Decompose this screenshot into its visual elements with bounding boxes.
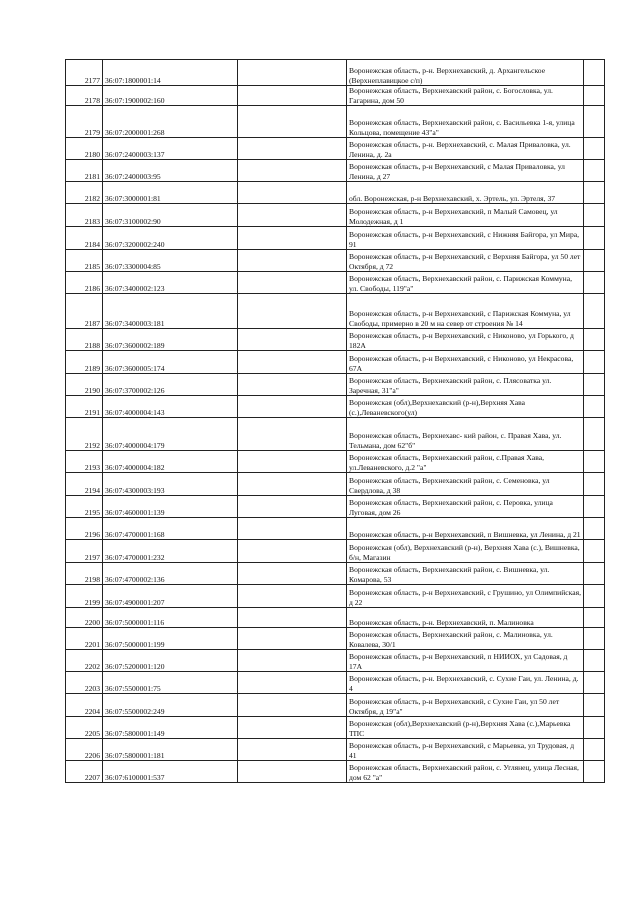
cadastral-number: 36:07:6100001:537	[103, 761, 238, 783]
table-row	[66, 585, 605, 608]
row-number: 2189	[66, 351, 103, 374]
table-row	[66, 418, 605, 451]
address-cell: Воронежская область, р-н Верхнехавский, с Марьевка, ул Трудовая, д 41	[347, 739, 584, 761]
empty-cell	[584, 694, 605, 717]
empty-cell	[238, 329, 347, 351]
empty-cell	[238, 650, 347, 672]
row-number: 2184	[66, 227, 103, 250]
row-number: 2204	[66, 694, 103, 717]
table-row	[66, 60, 605, 86]
table-row	[66, 761, 605, 783]
empty-cell	[238, 418, 347, 451]
empty-cell	[584, 608, 605, 628]
empty-cell	[584, 227, 605, 250]
table-row	[66, 694, 605, 717]
empty-cell	[238, 204, 347, 227]
cadastral-number: 36:07:5000001:199	[103, 628, 238, 650]
table-row	[66, 717, 605, 739]
cadastral-number: 36:07:4300003:193	[103, 473, 238, 496]
cadastral-number: 36:07:3400002:123	[103, 272, 238, 294]
table-row	[66, 628, 605, 650]
empty-cell	[584, 204, 605, 227]
empty-cell	[238, 294, 347, 329]
row-number: 2177	[66, 60, 103, 86]
row-number: 2194	[66, 473, 103, 496]
row-number: 2190	[66, 374, 103, 396]
address-cell: Воронежская область, р-н Верхнехавский, с Малая Приваловка, ул Ленина, д 27	[347, 160, 584, 182]
table-row	[66, 563, 605, 585]
table-row	[66, 182, 605, 204]
table-row	[66, 473, 605, 496]
empty-cell	[584, 672, 605, 694]
address-cell: Воронежская область, Верхнехавский район, с. Плясоватка ул. Заречная, 31"а"	[347, 374, 584, 396]
address-cell: Воронежская область, р-н Верхнехавский, с Никоново, ул Горького, д 182А	[347, 329, 584, 351]
row-number: 2186	[66, 272, 103, 294]
address-cell: Воронежская область, р-н. Верхнехавский, с. Малая Приваловка, ул. Ленина, д. 2а	[347, 138, 584, 160]
row-number: 2197	[66, 540, 103, 563]
row-number: 2196	[66, 518, 103, 540]
empty-cell	[584, 473, 605, 496]
empty-cell	[584, 60, 605, 86]
cadastral-number: 36:07:1800001:14	[103, 60, 238, 86]
row-number: 2206	[66, 739, 103, 761]
row-number: 2203	[66, 672, 103, 694]
empty-cell	[238, 761, 347, 783]
empty-cell	[238, 540, 347, 563]
empty-cell	[584, 540, 605, 563]
cadastral-number: 36:07:2400003:137	[103, 138, 238, 160]
empty-cell	[238, 628, 347, 650]
row-number: 2180	[66, 138, 103, 160]
address-cell: Воронежская (обл),Верхнехавский (р-н),Верхняя Хава (с.),Марьевка ТПС	[347, 717, 584, 739]
empty-cell	[584, 717, 605, 739]
address-cell: Воронежская область, р-н Верхнехавский, с Парижская Коммуна, ул Свободы, примерно в 20 м на север от строения № 14	[347, 294, 584, 329]
empty-cell	[238, 160, 347, 182]
table-row	[66, 608, 605, 628]
registry-table-body	[66, 60, 605, 783]
row-number: 2193	[66, 451, 103, 473]
address-cell: обл. Воронежская, р-н Верхнехавский, х. Эртель, ул. Эртеля, 37	[347, 182, 584, 204]
empty-cell	[238, 272, 347, 294]
empty-cell	[238, 694, 347, 717]
empty-cell	[584, 160, 605, 182]
address-cell: Воронежская область, Верхнехавский район, с. Парижская Коммуна, ул. Свободы, 119"а"	[347, 272, 584, 294]
empty-cell	[238, 374, 347, 396]
row-number: 2181	[66, 160, 103, 182]
empty-cell	[238, 138, 347, 160]
address-cell: Воронежская (обл), Верхнехавский (р-н), Верхняя Хава (с.), Вишневка, б/н, Магазин	[347, 540, 584, 563]
empty-cell	[584, 518, 605, 540]
address-cell: Воронежская область, р-н. Верхнехавский, с. Сухие Гаи, ул. Ленина, д. 4	[347, 672, 584, 694]
empty-cell	[584, 418, 605, 451]
empty-cell	[238, 739, 347, 761]
empty-cell	[584, 182, 605, 204]
table-row	[66, 272, 605, 294]
row-number: 2201	[66, 628, 103, 650]
table-row	[66, 650, 605, 672]
address-cell: Воронежская область, р-н Верхнехавский, с Верхняя Байгора, ул 50 лет Октября, д 72	[347, 250, 584, 272]
empty-cell	[238, 585, 347, 608]
empty-cell	[238, 396, 347, 418]
row-number: 2183	[66, 204, 103, 227]
cadastral-number: 36:07:2400003:95	[103, 160, 238, 182]
cadastral-number: 36:07:4600001:139	[103, 496, 238, 518]
address-cell: Воронежская область, р-н Верхнехавский, с Грушино, ул Олимпийская, д 22	[347, 585, 584, 608]
empty-cell	[238, 182, 347, 204]
empty-cell	[584, 374, 605, 396]
table-row	[66, 518, 605, 540]
row-number: 2200	[66, 608, 103, 628]
cadastral-number: 36:07:4000004:143	[103, 396, 238, 418]
row-number: 2195	[66, 496, 103, 518]
empty-cell	[584, 563, 605, 585]
table-row	[66, 396, 605, 418]
cadastral-number: 36:07:3300004:85	[103, 250, 238, 272]
address-cell: Воронежская область, Верхнехавский район, с. Перовка, улица Луговая, дом 26	[347, 496, 584, 518]
cadastral-number: 36:07:4000004:182	[103, 451, 238, 473]
empty-cell	[584, 650, 605, 672]
row-number: 2192	[66, 418, 103, 451]
empty-cell	[584, 250, 605, 272]
cadastral-number: 36:07:1900002:160	[103, 86, 238, 106]
row-number: 2191	[66, 396, 103, 418]
empty-cell	[584, 272, 605, 294]
address-cell: Воронежская область, Верхнехавский район, с. Семеновка, ул Свердлова, д 38	[347, 473, 584, 496]
cadastral-number: 36:07:3600002:189	[103, 329, 238, 351]
cadastral-number: 36:07:3600005:174	[103, 351, 238, 374]
address-cell: Воронежская область, Верхнехавский район, с. Углянец, улица Лесная, дом 62 "а"	[347, 761, 584, 783]
empty-cell	[238, 608, 347, 628]
empty-cell	[238, 250, 347, 272]
empty-cell	[238, 563, 347, 585]
address-cell: Воронежская область, Верхнехавский район, с. Богословка, ул. Гагарина, дом 50	[347, 86, 584, 106]
address-cell: Воронежская область, р-н Верхнехавский, с Сухие Гаи, ул 50 лет Октября, д 19"а"	[347, 694, 584, 717]
empty-cell	[584, 138, 605, 160]
empty-cell	[238, 672, 347, 694]
empty-cell	[238, 473, 347, 496]
address-cell: Воронежская область, Верхнехавский район, с.Правая Хава, ул.Леваневского, д.2 "а"	[347, 451, 584, 473]
empty-cell	[238, 60, 347, 86]
row-number: 2207	[66, 761, 103, 783]
empty-cell	[238, 106, 347, 138]
empty-cell	[584, 451, 605, 473]
cadastral-number: 36:07:4900001:207	[103, 585, 238, 608]
row-number: 2187	[66, 294, 103, 329]
address-cell: Воронежская область, Верхнехавс- кий район, с. Правая Хава, ул. Тельмана, дом 62"б"	[347, 418, 584, 451]
address-cell: Воронежская область, р-н Верхнехавский, с Нижняя Байгора, ул Мира, 91	[347, 227, 584, 250]
cadastral-number: 36:07:5500002:249	[103, 694, 238, 717]
empty-cell	[238, 518, 347, 540]
table-row	[66, 329, 605, 351]
empty-cell	[584, 396, 605, 418]
row-number: 2178	[66, 86, 103, 106]
cadastral-number: 36:07:3200002:240	[103, 227, 238, 250]
row-number: 2198	[66, 563, 103, 585]
table-row	[66, 160, 605, 182]
cadastral-number: 36:07:3700002:126	[103, 374, 238, 396]
address-cell: Воронежская область, р-н. Верхнехавский, д. Архангельское (Верхнеплавицкое с/п)	[347, 60, 584, 86]
table-row	[66, 496, 605, 518]
empty-cell	[238, 496, 347, 518]
table-row	[66, 86, 605, 106]
row-number: 2185	[66, 250, 103, 272]
cadastral-number: 36:07:5200001:120	[103, 650, 238, 672]
empty-cell	[584, 351, 605, 374]
empty-cell	[238, 86, 347, 106]
address-cell: Воронежская область, Верхнехавский район, с. Вишневка, ул. Комарова, 53	[347, 563, 584, 585]
row-number: 2188	[66, 329, 103, 351]
row-number: 2199	[66, 585, 103, 608]
table-row	[66, 351, 605, 374]
cadastral-number: 36:07:3400003:181	[103, 294, 238, 329]
cadastral-number: 36:07:4000004:179	[103, 418, 238, 451]
empty-cell	[238, 351, 347, 374]
empty-cell	[238, 227, 347, 250]
empty-cell	[584, 86, 605, 106]
table-row	[66, 739, 605, 761]
cadastral-number: 36:07:5000001:116	[103, 608, 238, 628]
table-row	[66, 106, 605, 138]
empty-cell	[584, 761, 605, 783]
address-cell: Воронежская (обл),Верхнехавский (р-н),Верхняя Хава (с.),Леваневского(ул)	[347, 396, 584, 418]
cadastral-number: 36:07:3100002:90	[103, 204, 238, 227]
table-row	[66, 250, 605, 272]
empty-cell	[584, 294, 605, 329]
cadastral-number: 36:07:5800001:149	[103, 717, 238, 739]
address-cell: Воронежская область, р-н Верхнехавский, с Никоново, ул Некрасова, 67А	[347, 351, 584, 374]
row-number: 2205	[66, 717, 103, 739]
cadastral-number: 36:07:2000001:268	[103, 106, 238, 138]
empty-cell	[584, 106, 605, 138]
table-row	[66, 451, 605, 473]
cadastral-number: 36:07:4700001:168	[103, 518, 238, 540]
row-number: 2182	[66, 182, 103, 204]
empty-cell	[584, 739, 605, 761]
cadastral-number: 36:07:3000001:81	[103, 182, 238, 204]
address-cell: Воронежская область, Верхнехавский район, с. Малиновка, ул. Ковалева, 30/1	[347, 628, 584, 650]
cadastral-number: 36:07:5500001:75	[103, 672, 238, 694]
empty-cell	[584, 329, 605, 351]
empty-cell	[584, 628, 605, 650]
address-cell: Воронежская область, р-н Верхнехавский, п Малый Самовец, ул Молодежная, д 1	[347, 204, 584, 227]
address-cell: Воронежская область, Верхнехавский район, с. Васильевка 1-я, улица Кольцова, помещение 43"а"	[347, 106, 584, 138]
table-row	[66, 204, 605, 227]
table-row	[66, 672, 605, 694]
empty-cell	[238, 717, 347, 739]
address-cell: Воронежская область, р-н Верхнехавский, п Вишневка, ул Ленина, д 21	[347, 518, 584, 540]
cadastral-number: 36:07:4700001:232	[103, 540, 238, 563]
empty-cell	[584, 585, 605, 608]
table-row	[66, 138, 605, 160]
cadastral-number: 36:07:5800001:181	[103, 739, 238, 761]
table-row	[66, 540, 605, 563]
cadastral-number: 36:07:4700002:136	[103, 563, 238, 585]
registry-table	[65, 59, 605, 783]
table-row	[66, 227, 605, 250]
table-row	[66, 374, 605, 396]
address-cell: Воронежская область, р-н Верхнехавский, п НИИОХ, ул Садовая, д 17А	[347, 650, 584, 672]
table-row	[66, 294, 605, 329]
address-cell: Воронежская область, р-н. Верхнехавский, п. Малиновка	[347, 608, 584, 628]
empty-cell	[584, 496, 605, 518]
row-number: 2202	[66, 650, 103, 672]
row-number: 2179	[66, 106, 103, 138]
empty-cell	[238, 451, 347, 473]
